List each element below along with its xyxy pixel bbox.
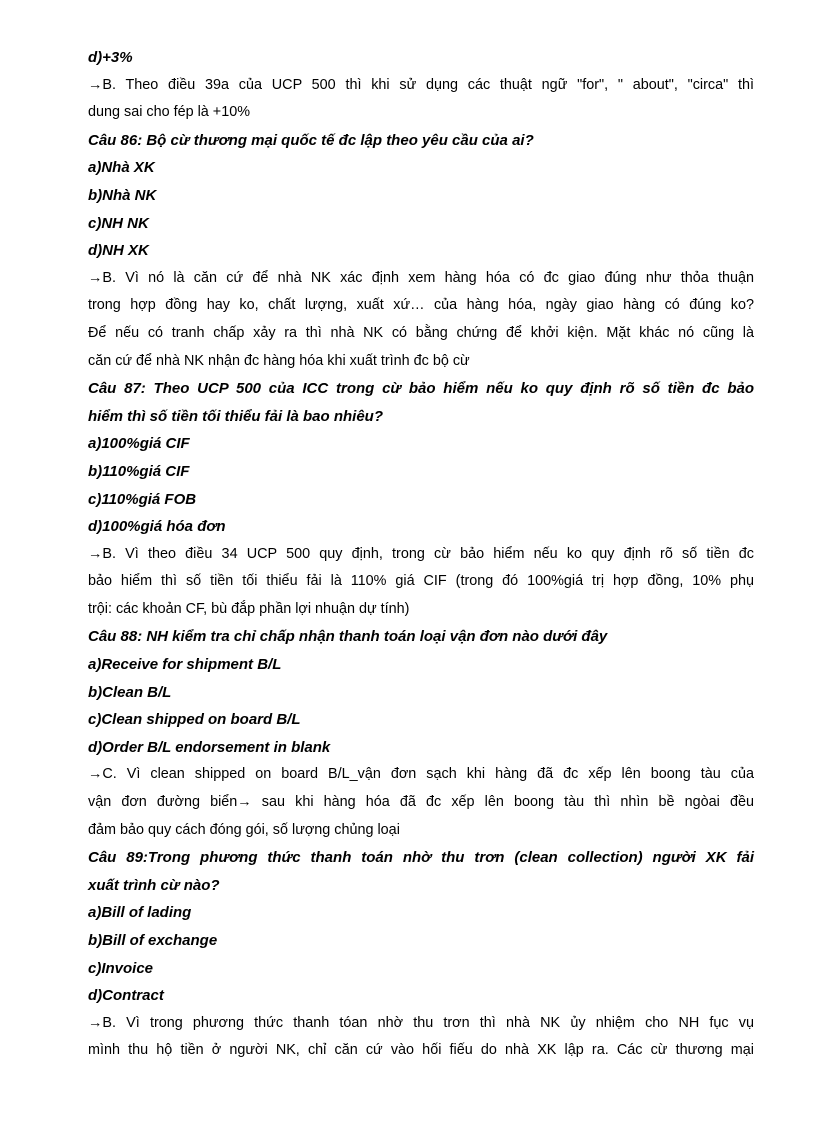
option-line: d)100%giá hóa đơn — [88, 518, 226, 536]
option-line: b)110%giá CIF — [88, 462, 190, 480]
option-line: a)Receive for shipment B/L — [88, 656, 282, 674]
option-line: b)Clean B/L — [88, 683, 172, 701]
question-line: Câu 89:Trong phương thức thanh toán nhờ thu trơn (clean collection) người XK fải — [88, 849, 754, 867]
option-line: d)+3% — [88, 49, 133, 66]
answer-line: vận đơn đường biển→ sau khi hàng hóa đã đc xếp lên boong tàu thì nhìn bề ngòai đều — [88, 794, 754, 811]
option-line: b)Bill of exchange — [88, 932, 218, 949]
answer-line: →C. Vì clean shipped on board B/L_vận đơn sạch khi hàng đã đc xếp lên boong tàu của — [88, 766, 754, 783]
option-line: c)Clean shipped on board B/L — [88, 711, 301, 729]
answer-line: trong hợp đồng hay ko, chất lượng, xuất xứ… của hàng hóa, ngày giao hàng có đúng ko? — [88, 297, 754, 314]
answer-line: →B. Vì trong phương thức thanh tóan nhờ thu trơn thì nhà NK ủy nhiệm cho NH fục vụ — [88, 1014, 754, 1031]
question-line: Câu 87: Theo UCP 500 của ICC trong cừ bảo hiểm nếu ko quy định rõ số tiền đc bảo — [88, 380, 754, 398]
option-line: c)NH NK — [88, 214, 149, 232]
answer-line: mình thu hộ tiền ở người NK, chỉ căn cứ vào hối fiếu do nhà XK lập ra. Các cừ thương mại — [88, 1042, 754, 1059]
answer-line: bảo hiểm thì số tiền tối thiểu fải là 110% giá CIF (trong đó 100%giá trị hợp đồng, 10% phụ — [88, 573, 754, 590]
option-line: c)Invoice — [88, 959, 154, 977]
option-line: a)Nhà XK — [88, 159, 155, 177]
option-line: d)Order B/L endorsement in blank — [88, 738, 331, 756]
question-line: Câu 86: Bộ cừ thương mại quốc tế đc lập theo yêu cầu của ai? — [88, 131, 534, 149]
answer-line: →B. Vì theo điều 34 UCP 500 quy định, trong cừ bảo hiểm nếu ko quy định rõ số tiền đc — [88, 545, 754, 562]
answer-line: dung sai cho fép là +10% — [88, 104, 251, 121]
option-line: d)Contract — [88, 987, 164, 1005]
question-line: xuất trình cừ nào? — [88, 876, 220, 894]
answer-line: Để nếu có tranh chấp xảy ra thì nhà NK có bằng chứng để khởi kiện. Mặt khác nó cũng là — [88, 324, 754, 341]
option-line: c)110%giá FOB — [88, 490, 197, 508]
option-line: d)NH XK — [88, 242, 149, 260]
document-page — [88, 44, 754, 1065]
answer-line: căn cứ để nhà NK nhận đc hàng hóa khi xuất trình đc bộ cừ — [88, 352, 470, 369]
question-line: hiểm thì số tiền tối thiểu fải là bao nhiêu? — [88, 407, 384, 425]
answer-line: đảm bảo quy cách đóng gói, số lượng chủng loại — [88, 821, 400, 838]
question-line: Câu 88: NH kiểm tra chỉ chấp nhận thanh toán loại vận đơn nào dưới đây — [88, 628, 608, 646]
option-line: b)Nhà NK — [88, 186, 157, 204]
answer-line: trội: các khoản CF, bù đắp phần lợi nhuận dự tính) — [88, 600, 410, 617]
option-line: a)Bill of lading — [88, 904, 192, 922]
option-line: a)100%giá CIF — [88, 435, 190, 453]
answer-line: →B. Vì nó là căn cứ để nhà NK xác định xem hàng hóa có đc giao đúng như thỏa thuận — [88, 269, 754, 286]
answer-line: →B. Theo điều 39a của UCP 500 thì khi sử dụng các thuật ngữ "for", " about", "circa" thì — [88, 76, 754, 93]
